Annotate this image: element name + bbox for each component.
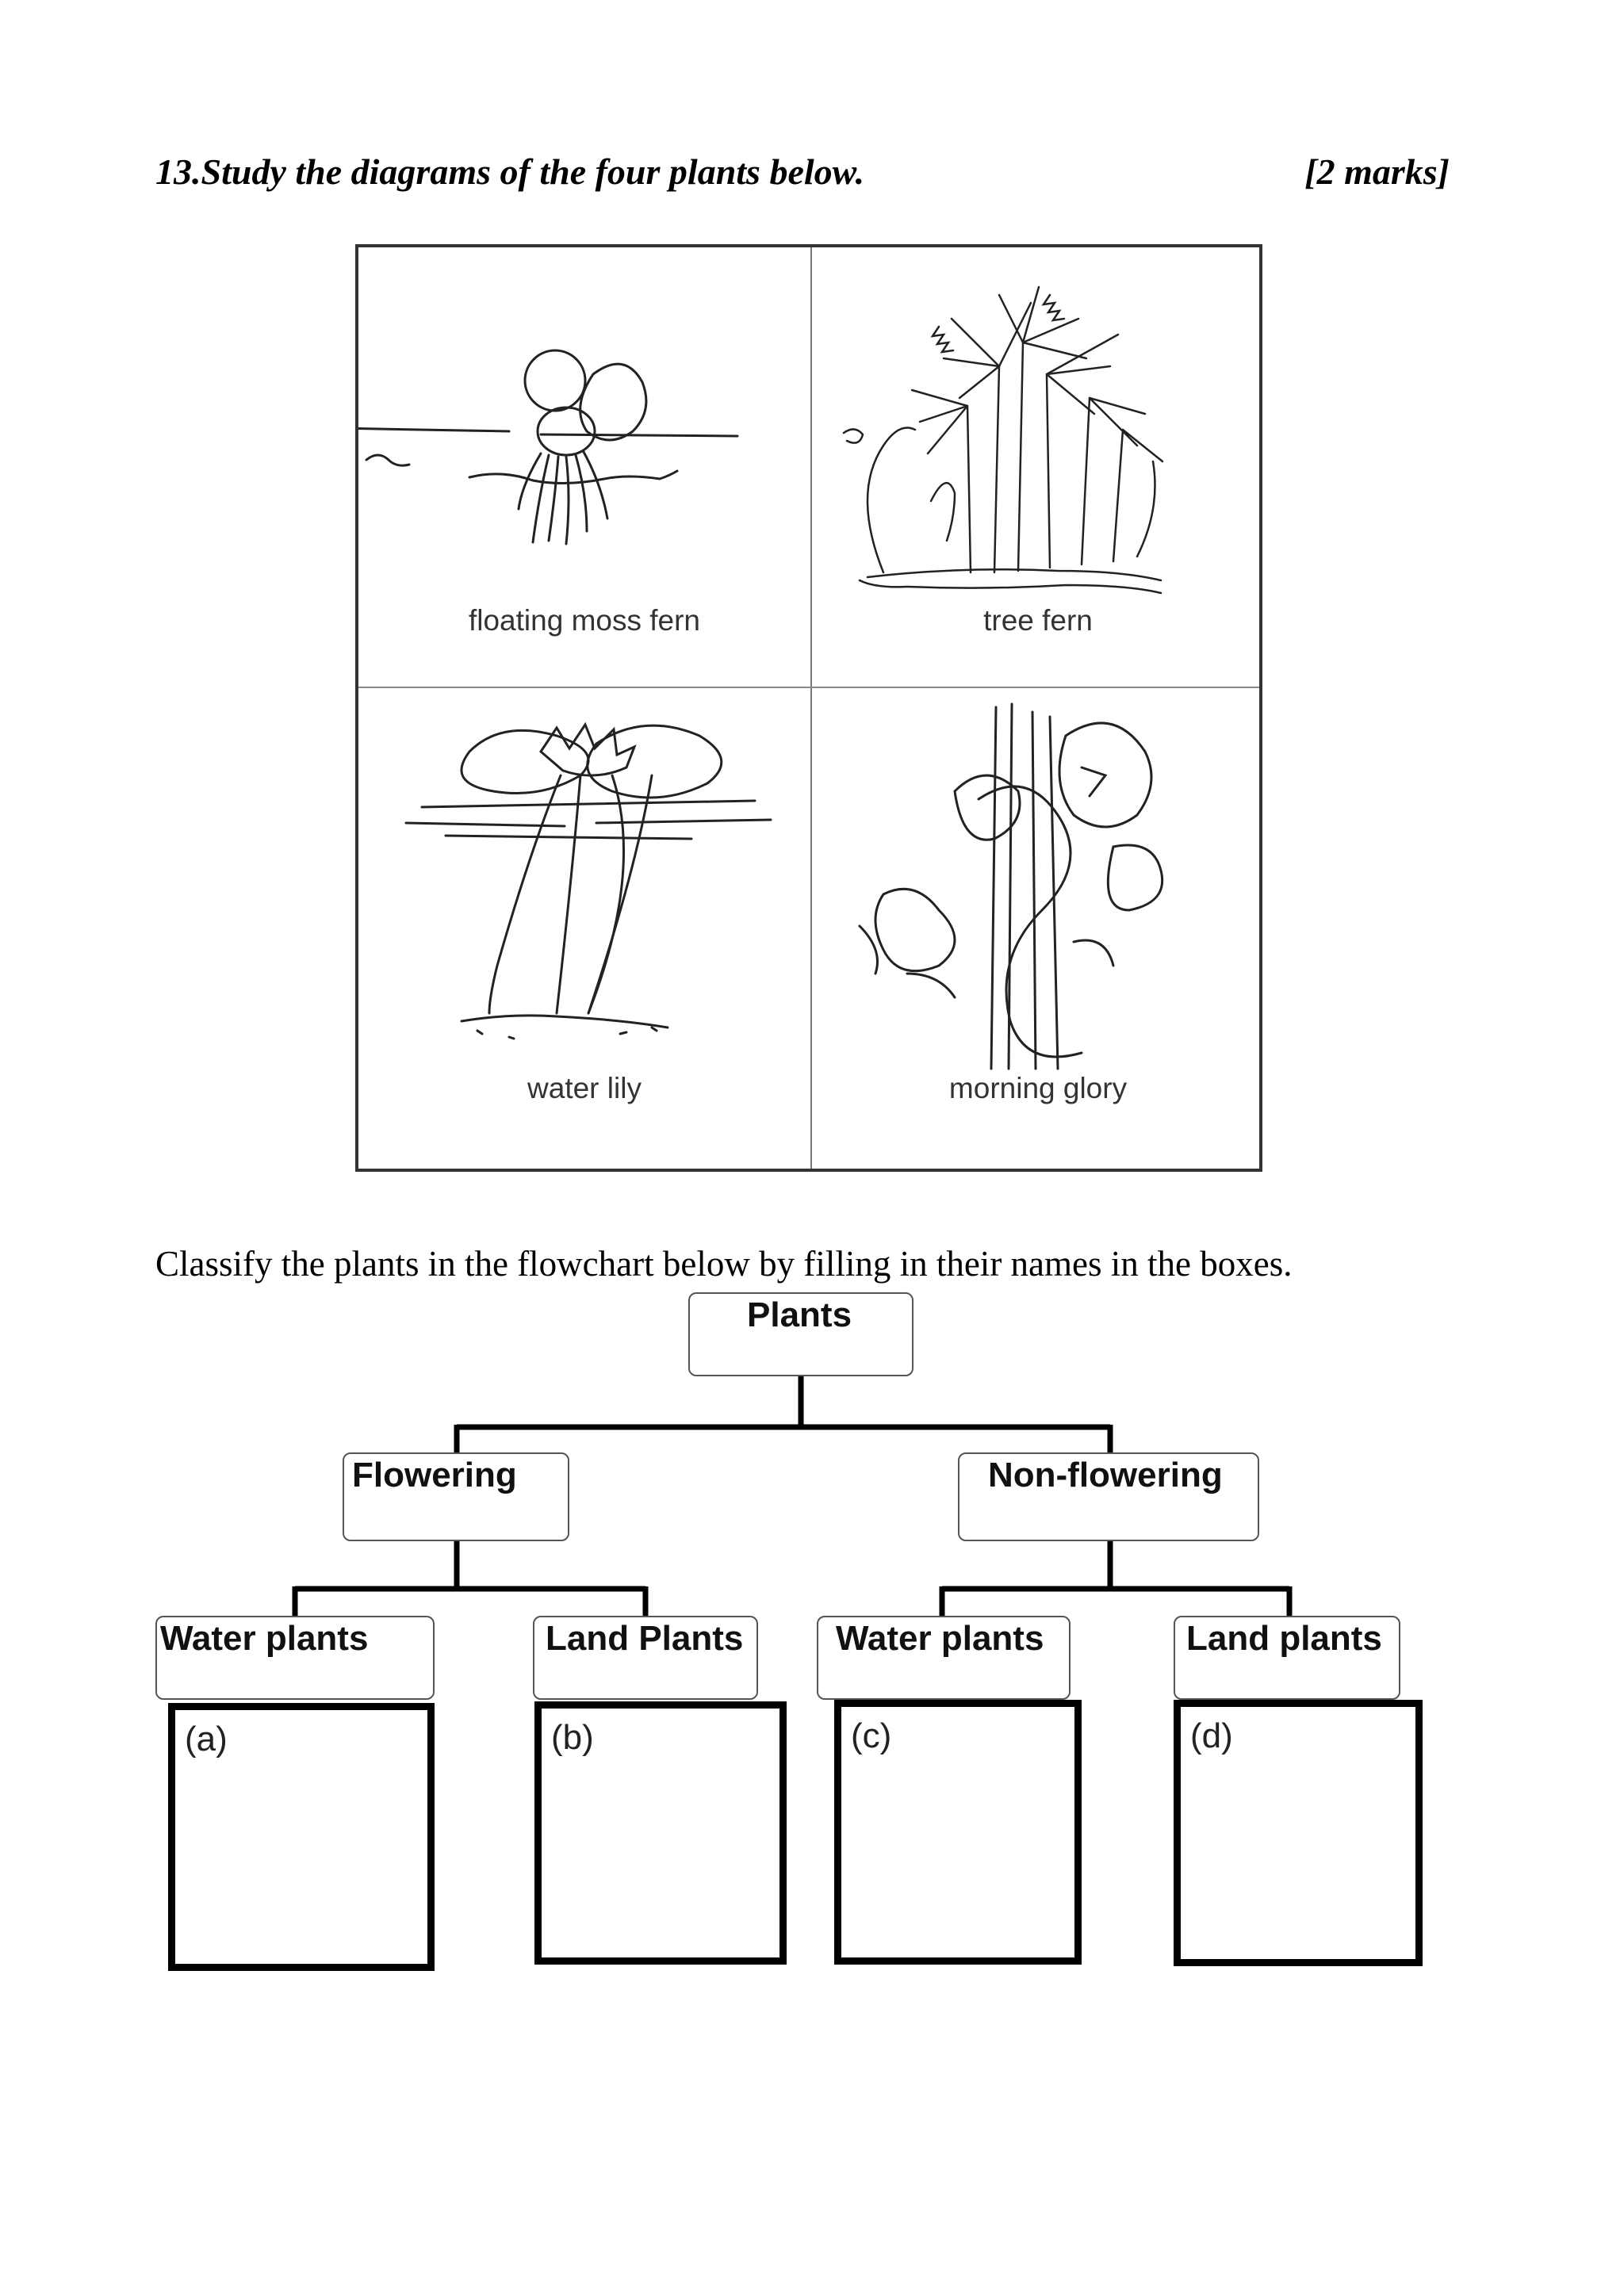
answer-box-c[interactable] xyxy=(834,1700,1082,1965)
node-non-flowering-water-plants xyxy=(817,1616,1071,1700)
node-flowering xyxy=(343,1452,569,1541)
answer-box-d[interactable] xyxy=(1174,1700,1423,1966)
node-flowering-land-plants xyxy=(533,1616,758,1700)
marks-label: [2 marks] xyxy=(1304,151,1450,192)
node-non-flowering xyxy=(958,1452,1259,1541)
instruction-text: Classify the plants in the flowchart below by filling in their names in the boxes. xyxy=(155,1244,1293,1284)
node-label: Land Plants xyxy=(546,1619,744,1658)
answer-label: (b) xyxy=(551,1718,594,1757)
plant-caption: tree fern xyxy=(983,604,1093,637)
node-plants xyxy=(688,1292,914,1376)
answer-label: (a) xyxy=(185,1720,228,1758)
node-label: Water plants xyxy=(160,1619,369,1658)
node-label: Water plants xyxy=(836,1619,1044,1658)
answer-box-a[interactable] xyxy=(168,1703,435,1971)
node-label: Flowering xyxy=(352,1456,517,1494)
answer-label: (c) xyxy=(851,1716,892,1755)
node-flowering-water-plants xyxy=(155,1616,435,1700)
question-text: 13.Study the diagrams of the four plants below. xyxy=(155,151,865,192)
node-label: Non-flowering xyxy=(988,1456,1223,1494)
plant-caption: floating moss fern xyxy=(468,604,701,637)
node-non-flowering-land-plants xyxy=(1174,1616,1400,1700)
node-label: Plants xyxy=(747,1295,852,1334)
node-label: Land plants xyxy=(1186,1619,1382,1658)
answer-box-b[interactable] xyxy=(534,1701,787,1965)
plant-caption: water lily xyxy=(527,1072,642,1104)
answer-label: (d) xyxy=(1190,1716,1233,1755)
plant-caption: morning glory xyxy=(948,1072,1128,1104)
